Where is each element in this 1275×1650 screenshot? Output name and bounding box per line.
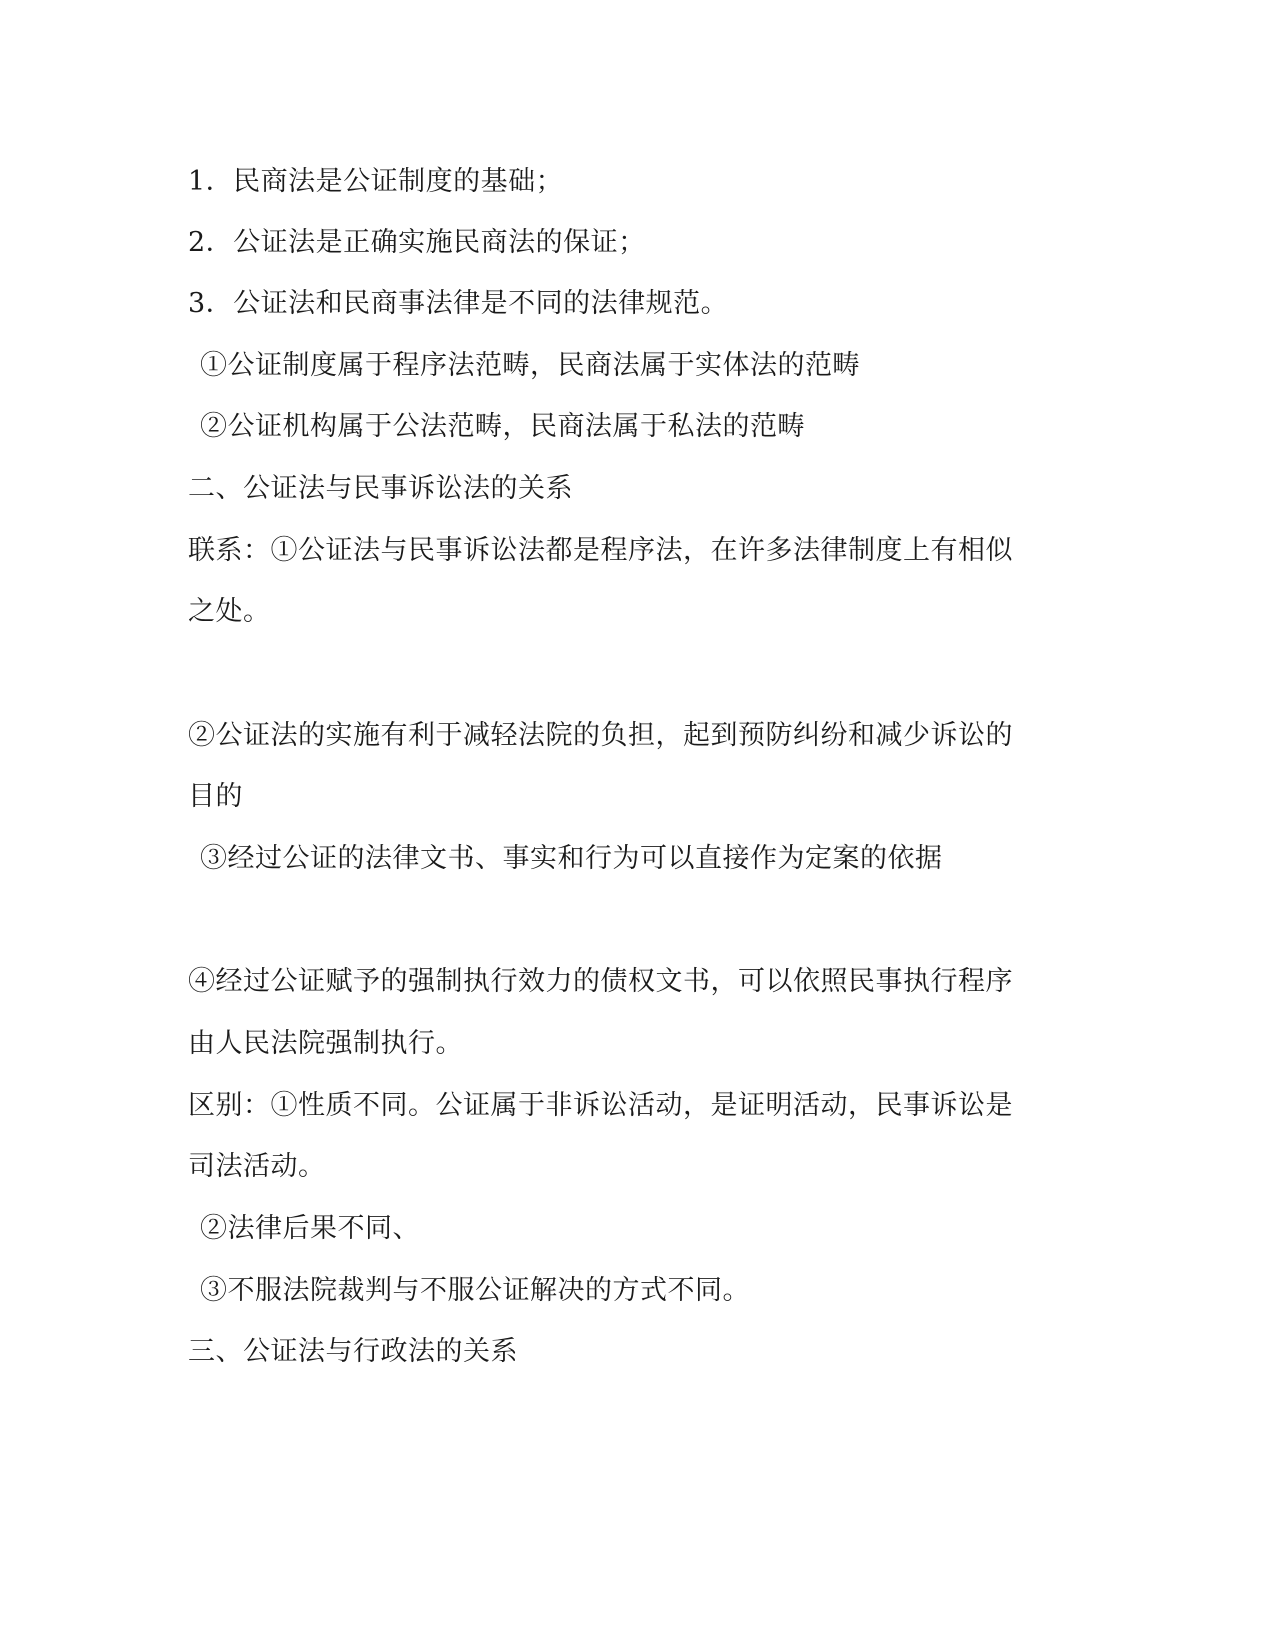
text-line: 之处。 <box>188 596 271 627</box>
text-line: ④经过公证赋予的强制执行效力的债权文书，可以依照民事执行程序 <box>188 966 1013 997</box>
section-heading: 二、公证法与民事诉讼法的关系 <box>188 473 573 504</box>
text-line: ①公证制度属于程序法范畴，民商法属于实体法的范畴 <box>200 350 860 381</box>
text-line: 区别：①性质不同。公证属于非诉讼活动，是证明活动，民事诉讼是 <box>188 1090 1013 1121</box>
text-line: ③经过公证的法律文书、事实和行为可以直接作为定案的依据 <box>200 843 943 874</box>
text-line: ③不服法院裁判与不服公证解决的方式不同。 <box>200 1275 750 1306</box>
text-line: 由人民法院强制执行。 <box>188 1028 463 1059</box>
text-line: 司法活动。 <box>188 1151 326 1182</box>
text-line: 1．民商法是公证制度的基础； <box>188 166 564 197</box>
text-line: ②公证机构属于公法范畴，民商法属于私法的范畴 <box>200 411 805 442</box>
text-line: 目的 <box>188 781 243 812</box>
text-line: 3．公证法和民商事法律是不同的法律规范。 <box>188 288 729 319</box>
text-line: ②法律后果不同、 <box>200 1213 420 1244</box>
text-line: ②公证法的实施有利于减轻法院的负担，起到预防纠纷和减少诉讼的 <box>188 720 1013 751</box>
text-line: 联系：①公证法与民事诉讼法都是程序法，在许多法律制度上有相似 <box>188 535 1013 566</box>
text-line: 2．公证法是正确实施民商法的保证； <box>188 227 646 258</box>
section-heading: 三、公证法与行政法的关系 <box>188 1336 518 1367</box>
